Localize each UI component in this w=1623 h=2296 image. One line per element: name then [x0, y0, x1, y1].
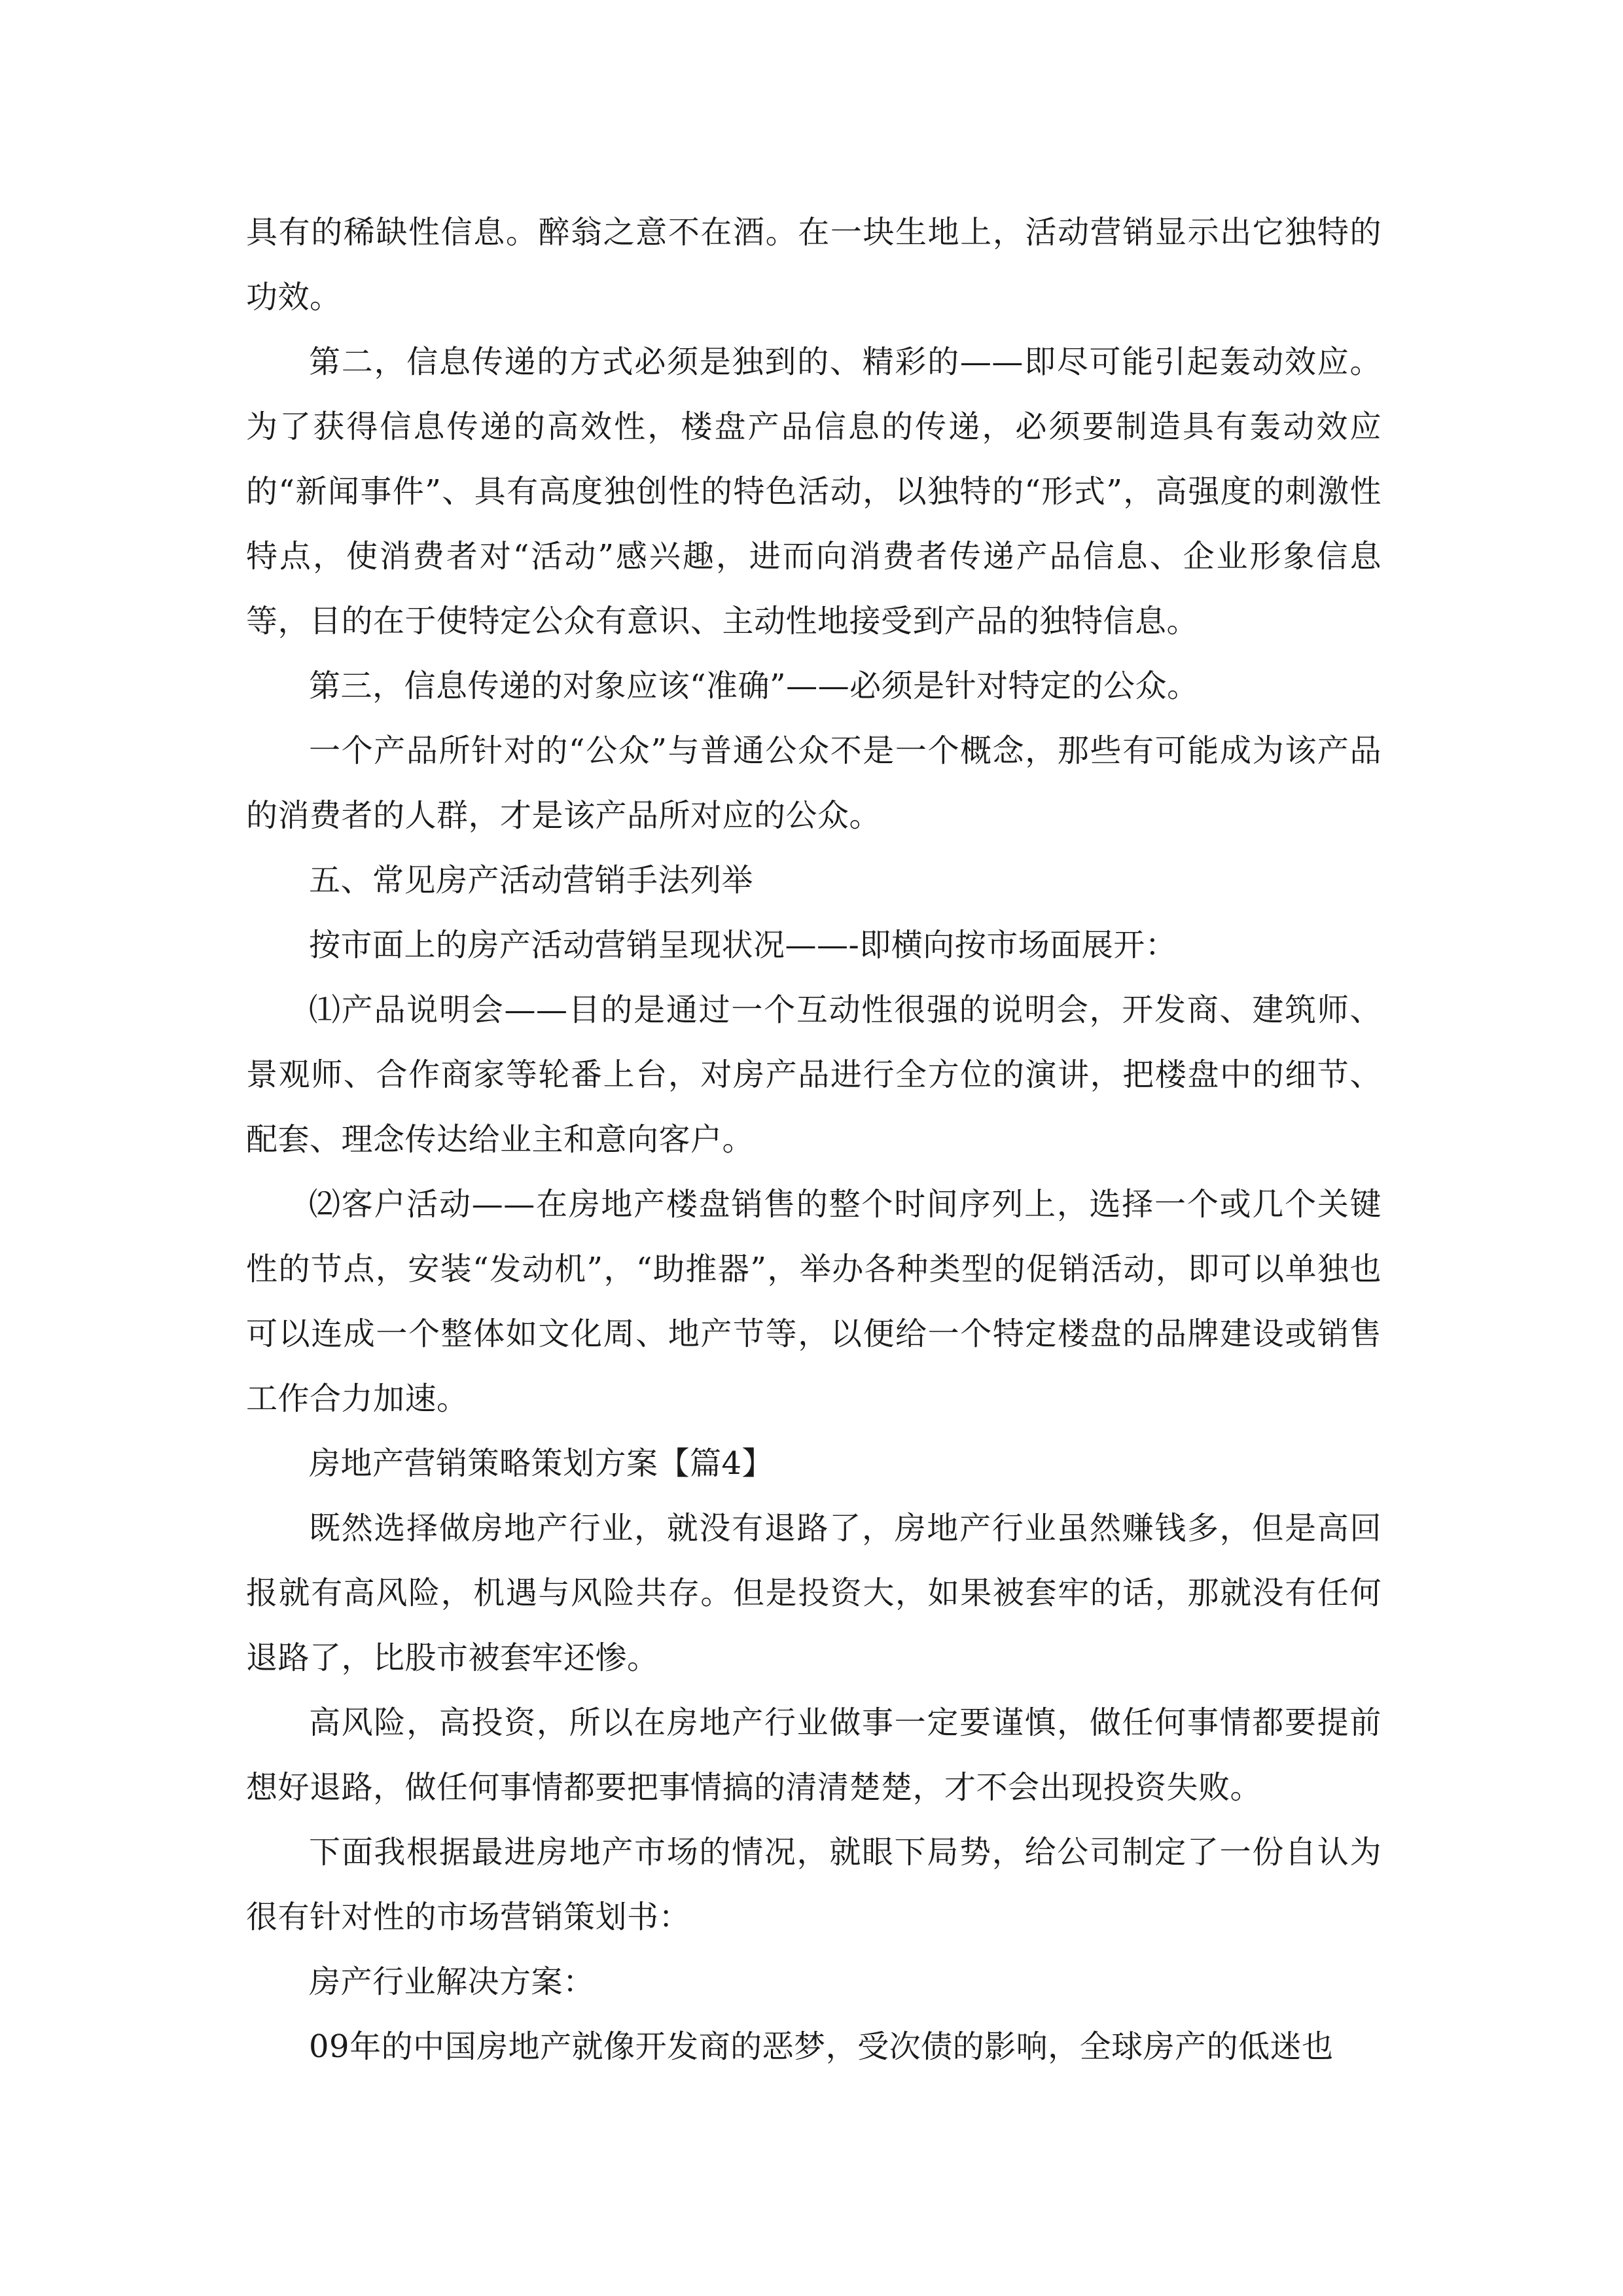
paragraph: 一个产品所针对的“公众”与普通公众不是一个概念，那些有可能成为该产品的消费者的人群，才是该产品所对应的公众。: [246, 732, 1382, 834]
body-text: [246, 200, 1382, 2079]
paragraph: 第二，信息传递的方式必须是独到的、精彩的——即尽可能引起轰动效应。为了获得信息传递的高效性，楼盘产品信息的传递，必须要制造具有轰动效应的“新闻事件”、具有高度独创性的特色活动，以独特的“形式”，高强度的刺激性特点，使消费者对“活动”感兴趣，进而向消费者传递产品信息、企业形象信息等，目的在于使特定公众有意识、主动性地接受到产品的独特信息。: [246, 344, 1382, 639]
paragraph: 房产行业解决方案：: [309, 1964, 595, 2000]
list-item: ⑵客户活动——在房地产楼盘销售的整个时间序列上，选择一个或几个关键性的节点，安装“发动机”，“助推器”，举办各种类型的促销活动，即可以单独也可以连成一个整体如文化周、地产节等，以便给一个特定楼盘的品牌建设或销售工作合力加速。: [246, 1186, 1382, 1417]
list-item: ⑴产品说明会——目的是通过一个互动性很强的说明会，开发商、建筑师、景观师、合作商家等轮番上台，对房产品进行全方位的演讲，把楼盘中的细节、配套、理念传达给业主和意向客户。: [246, 992, 1382, 1158]
paragraph: 既然选择做房地产行业，就没有退路了，房地产行业虽然赚钱多，但是高回报就有高风险，机遇与风险共存。但是投资大，如果被套牢的话，那就没有任何退路了，比股市被套牢还惨。: [246, 1510, 1382, 1676]
paragraph: 09年的中国房地产就像开发商的恶梦，受次债的影响，全球房产的低迷也: [309, 2028, 1334, 2065]
paragraph: 按市面上的房产活动营销呈现状况——-即横向按市场面展开：: [309, 927, 1177, 963]
paragraph: 高风险，高投资，所以在房地产行业做事一定要谨慎，做任何事情都要提前想好退路，做任何事情都要把事情搞的清清楚楚，才不会出现投资失败。: [246, 1704, 1382, 1806]
paragraph: 第三，信息传递的对象应该“准确”——必须是针对特定的公众。: [309, 668, 1199, 704]
section-heading: 五、常见房产活动营销手法列举: [309, 862, 754, 899]
paragraph: 下面我根据最进房地产市场的情况，就眼下局势，给公司制定了一份自认为很有针对性的市场营销策划书：: [246, 1834, 1382, 1935]
paragraph: 具有的稀缺性信息。醉翁之意不在酒。在一块生地上，活动营销显示出它独特的功效。: [246, 214, 1382, 315]
article-title: 房地产营销策略策划方案【篇4】: [309, 1445, 774, 1482]
